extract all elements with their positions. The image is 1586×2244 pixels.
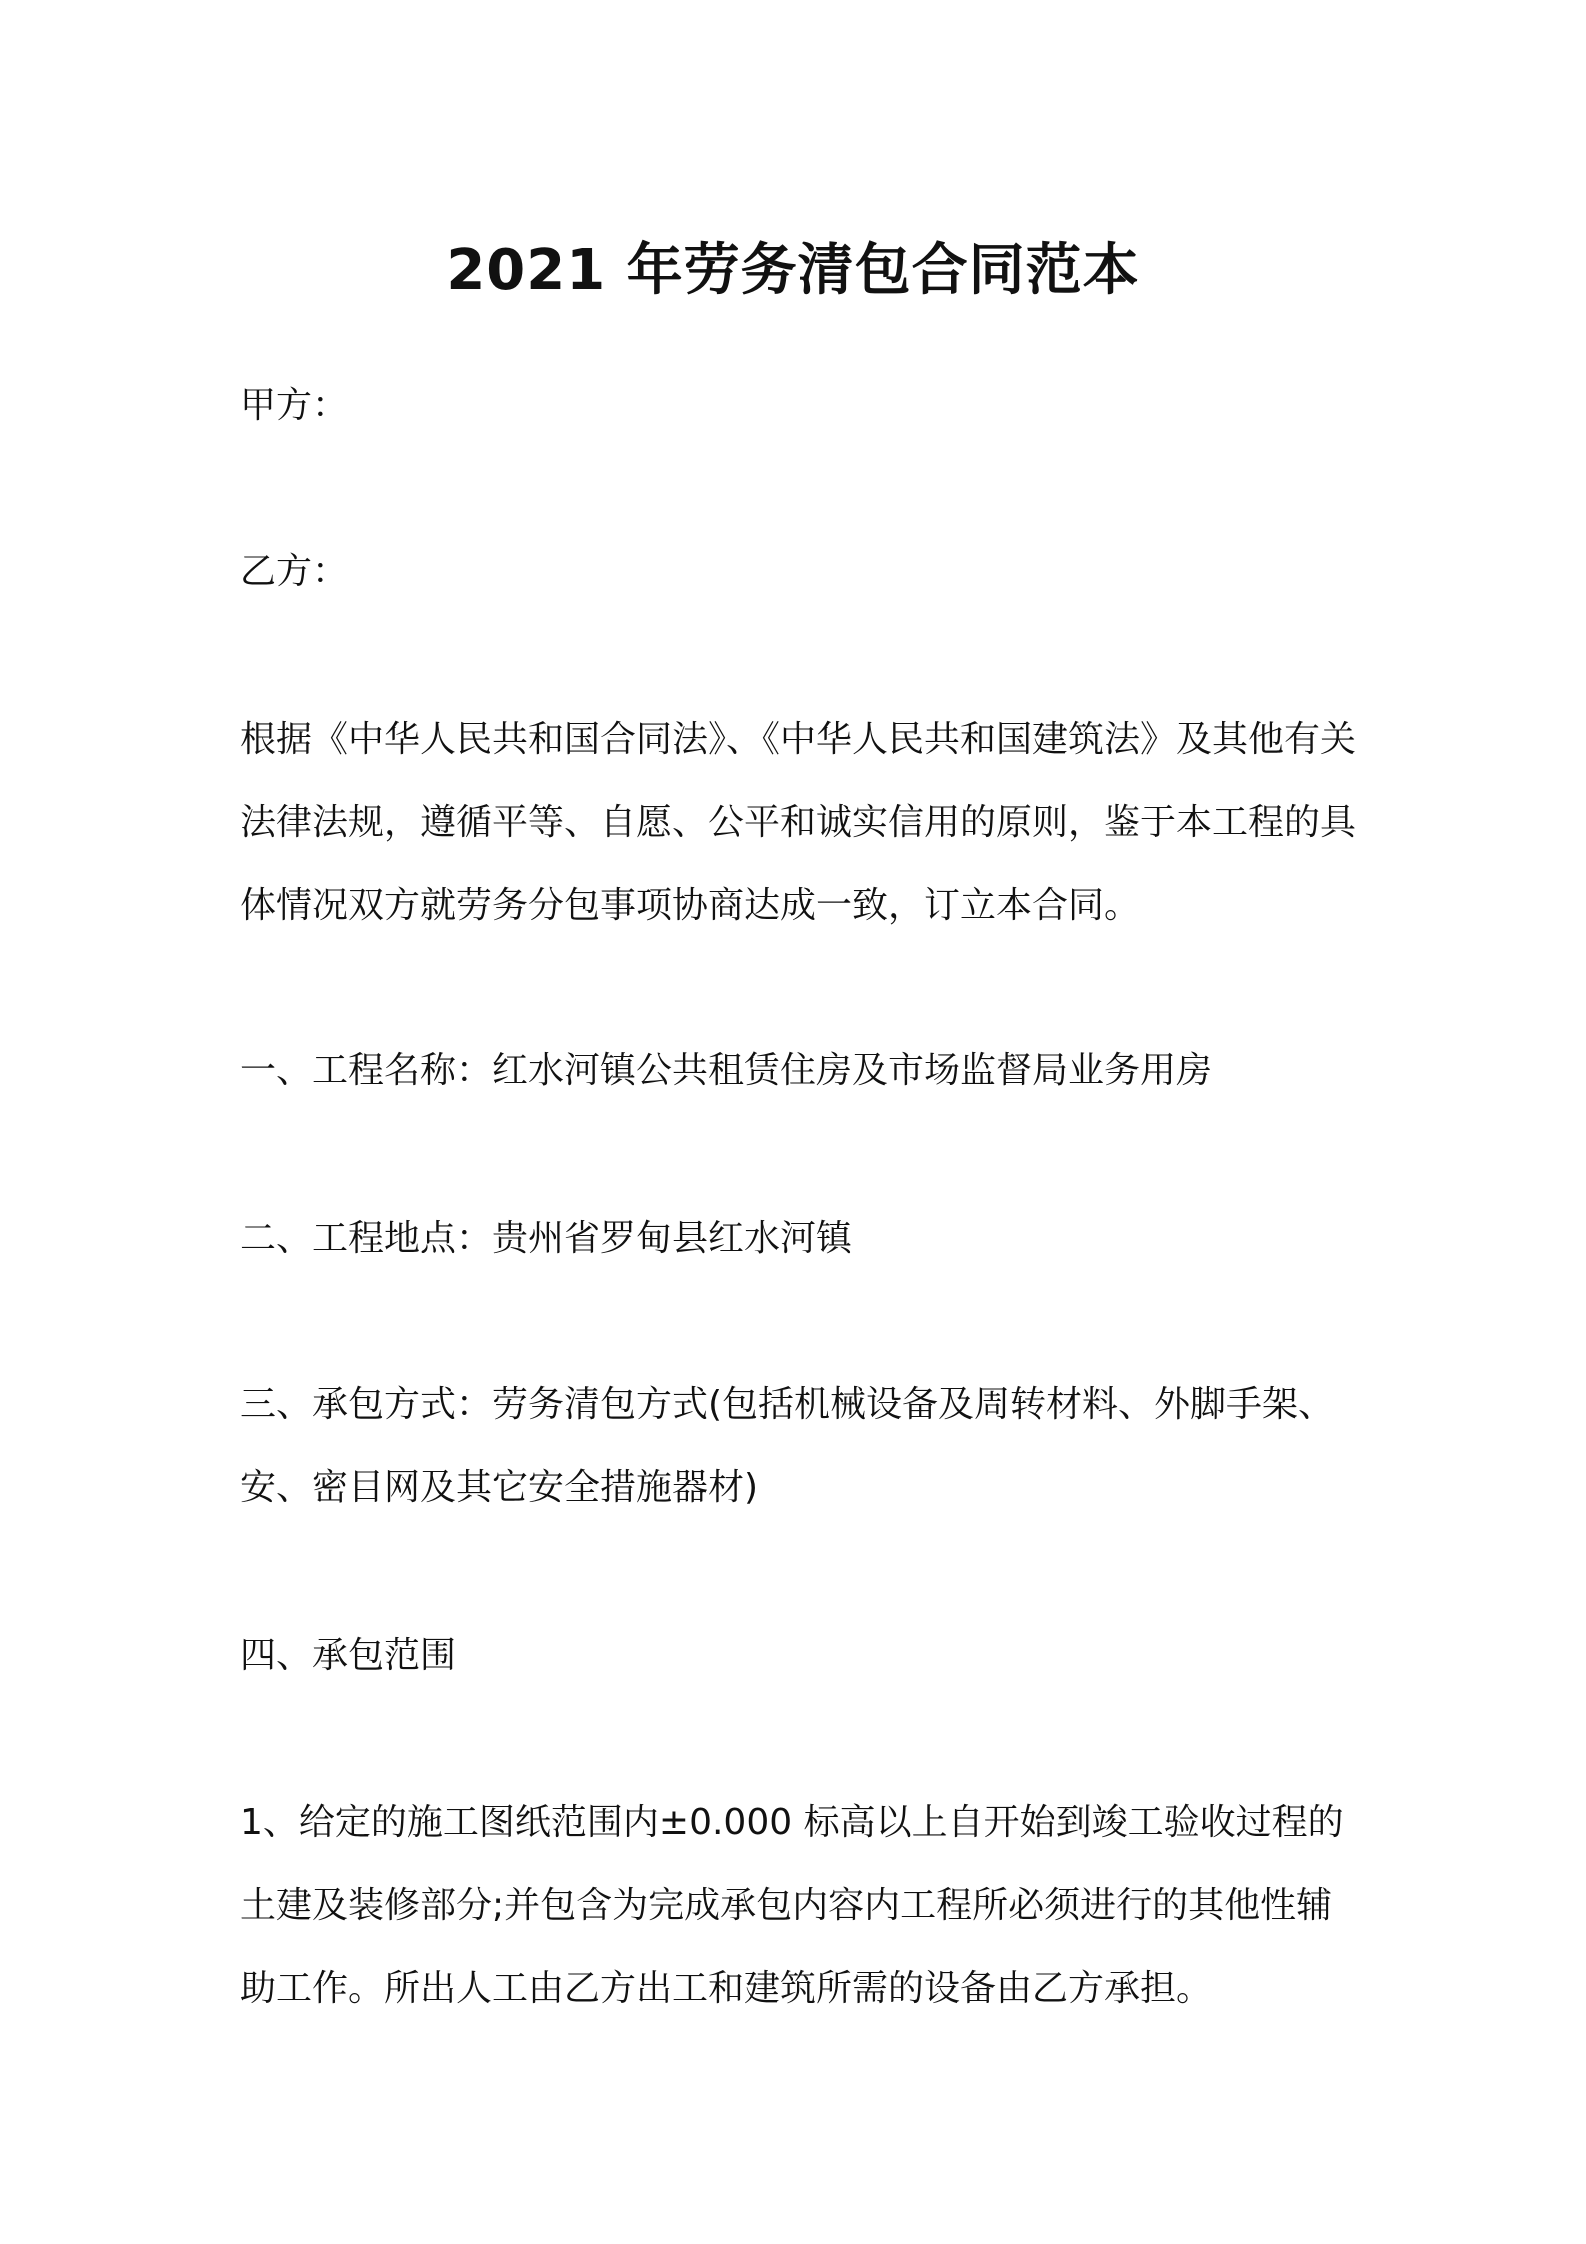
document-title: 2021 年劳务清包合同范本 (446, 237, 1140, 303)
section-project-name: 一、工程名称：红水河镇公共租赁住房及市场监督局业务用房 (240, 1050, 1213, 1091)
section-contract-scope-item-1: 1、给定的施工图纸范围内±0.000 标高以上自开始到竣工验收过程的土建及装修部分;并包含为完成承包内容内工程所必须进行的其他性辅助工作。所出人工由乙方出工和建筑所需的设备由乙方承担。 (240, 1802, 1344, 2009)
section-contract-method: 三、承包方式：劳务清包方式(包括机械设备及周转材料、外脚手架、安、密目网及其它安全措施器材) (240, 1384, 1335, 1508)
section-contract-scope-heading: 四、承包范围 (240, 1635, 457, 1676)
party-b-label: 乙方： (240, 551, 349, 592)
section-project-location: 二、工程地点：贵州省罗甸县红水河镇 (240, 1218, 853, 1259)
party-a-label: 甲方： (240, 385, 349, 426)
preamble-paragraph: 根据《中华人民共和国合同法》、《中华人民共和国建筑法》及其他有关法律法规，遵循平等、自愿、公平和诚实信用的原则，鉴于本工程的具体情况双方就劳务分包事项协商达成一致，订立本合同。 (240, 719, 1357, 926)
